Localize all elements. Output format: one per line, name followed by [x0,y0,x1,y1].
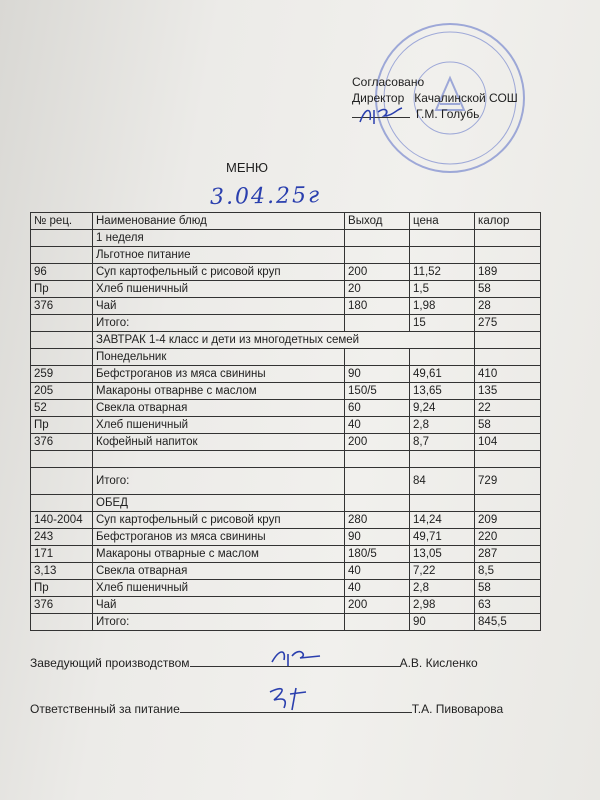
row-price: 7,22 [410,563,475,580]
row-calories: 58 [475,417,541,434]
table-row [31,264,541,281]
row-price: 13,05 [410,546,475,563]
row-output: 200 [345,434,410,451]
row-calories: 209 [475,512,541,529]
table-row [31,451,541,468]
table-row [31,315,541,332]
row-output: 200 [345,264,410,281]
header-calories: калор [475,213,541,230]
table-row [31,563,541,580]
director-name: Г.М. Голубь [416,107,480,121]
row-output: 280 [345,512,410,529]
row-code [31,614,93,631]
manager-signature [268,646,324,670]
row-name: Суп картофельный с рисовой круп [93,512,345,529]
row-output [345,468,410,495]
row-code: Пр [31,417,93,434]
row-price: 49,71 [410,529,475,546]
row-name: Чай [93,298,345,315]
table-row [31,468,541,495]
row-code: 96 [31,264,93,281]
table-row [31,400,541,417]
row-price [410,495,475,512]
table-row [31,417,541,434]
row-name: Хлеб пшеничный [93,281,345,298]
row-price: 49,61 [410,366,475,383]
school-name: Качалинской СОШ [414,91,518,105]
row-name: Итого: [93,315,345,332]
row-price: 11,52 [410,264,475,281]
row-code [31,230,93,247]
table-row [31,614,541,631]
row-price: 84 [410,468,475,495]
row-name: Итого: [93,614,345,631]
row-output: 90 [345,366,410,383]
row-name: Льготное питание [93,247,345,264]
table-row [31,281,541,298]
row-output [345,315,410,332]
row-code [31,332,93,349]
table-row [31,230,541,247]
row-calories: 287 [475,546,541,563]
table-row [31,332,541,349]
row-name: Бефстроганов из мяса свинины [93,529,345,546]
row-calories: 220 [475,529,541,546]
row-name: Свекла отварная [93,563,345,580]
row-price [410,451,475,468]
row-price: 1,5 [410,281,475,298]
row-code [31,468,93,495]
row-output: 150/5 [345,383,410,400]
row-code: 3,13 [31,563,93,580]
row-calories: 729 [475,468,541,495]
row-code: 52 [31,400,93,417]
row-code [31,349,93,366]
header-code: № рец. [31,213,93,230]
row-code: Пр [31,281,93,298]
row-output [345,349,410,366]
row-name [93,451,345,468]
row-calories: 28 [475,298,541,315]
header-name: Наименование блюд [93,213,345,230]
row-calories: 22 [475,400,541,417]
row-calories [475,230,541,247]
page-title: МЕНЮ [226,160,269,175]
header-output: Выход [345,213,410,230]
row-calories: 410 [475,366,541,383]
row-price: 2,98 [410,597,475,614]
responsible-label: Ответственный за питание [30,702,180,716]
table-header-row [31,213,541,230]
row-price: 1,98 [410,298,475,315]
row-name: ОБЕД [93,495,345,512]
row-price: 9,24 [410,400,475,417]
row-name: Макароны отварнве с маслом [93,383,345,400]
table-row [31,597,541,614]
row-calories: 189 [475,264,541,281]
row-price: 90 [410,614,475,631]
row-code [31,451,93,468]
responsible-name: Т.А. Пивоварова [411,702,504,716]
row-name: ЗАВТРАК 1-4 класс и дети из многодетных семей [93,332,475,349]
row-price: 15 [410,315,475,332]
row-code [31,247,93,264]
table-row [31,366,541,383]
row-output: 40 [345,417,410,434]
row-name: Чай [93,597,345,614]
row-calories [475,349,541,366]
row-output: 60 [345,400,410,417]
row-calories: 8,5 [475,563,541,580]
table-row [31,495,541,512]
table-row [31,512,541,529]
row-calories [475,247,541,264]
row-code: 243 [31,529,93,546]
row-name: Кофейный напиток [93,434,345,451]
row-price: 2,8 [410,580,475,597]
table-row [31,546,541,563]
row-name: Свекла отварная [93,400,345,417]
row-price: 8,7 [410,434,475,451]
row-code: 171 [31,546,93,563]
table-row [31,580,541,597]
row-calories: 63 [475,597,541,614]
row-price: 13,65 [410,383,475,400]
row-output [345,495,410,512]
approval-heading: Согласовано [352,75,425,89]
row-output: 180 [345,298,410,315]
table-row [31,247,541,264]
row-calories: 845,5 [475,614,541,631]
manager-label: Заведующий производством [30,656,190,670]
row-calories [475,495,541,512]
row-price [410,230,475,247]
row-code: 205 [31,383,93,400]
row-code: 259 [31,366,93,383]
table-row [31,298,541,315]
row-price: 2,8 [410,417,475,434]
responsible-signature [262,684,312,714]
row-name: Хлеб пшеничный [93,580,345,597]
row-price: 14,24 [410,512,475,529]
row-code: 140-2004 [31,512,93,529]
director-label: Директор [352,91,405,105]
row-code [31,495,93,512]
row-output [345,451,410,468]
row-name: Бефстроганов из мяса свинины [93,366,345,383]
row-name: Хлеб пшеничный [93,417,345,434]
row-calories: 104 [475,434,541,451]
row-price [410,247,475,264]
row-output [345,230,410,247]
director-signature [356,104,406,128]
row-output: 200 [345,597,410,614]
row-output: 40 [345,580,410,597]
row-name: 1 неделя [93,230,345,247]
row-calories: 135 [475,383,541,400]
table-row [31,434,541,451]
header-price: цена [410,213,475,230]
row-name: Понедельник [93,349,345,366]
row-code: Пр [31,580,93,597]
table-row [31,349,541,366]
row-output: 180/5 [345,546,410,563]
row-calories: 275 [475,315,541,332]
row-output [345,247,410,264]
row-name: Макароны отварные с маслом [93,546,345,563]
row-calories: 58 [475,281,541,298]
row-calories [475,332,541,349]
row-output: 20 [345,281,410,298]
menu-date: 3.04.25г [209,183,322,210]
menu-table [30,212,541,631]
row-calories: 58 [475,580,541,597]
manager-line [30,656,478,670]
row-name: Суп картофельный с рисовой круп [93,264,345,281]
row-code: 376 [31,597,93,614]
row-calories [475,451,541,468]
row-name: Итого: [93,468,345,495]
table-row [31,383,541,400]
row-price [410,349,475,366]
row-output [345,614,410,631]
row-code: 376 [31,298,93,315]
row-output: 40 [345,563,410,580]
row-code: 376 [31,434,93,451]
row-code [31,315,93,332]
row-output: 90 [345,529,410,546]
manager-name: А.В. Кисленко [399,656,478,670]
table-row [31,529,541,546]
